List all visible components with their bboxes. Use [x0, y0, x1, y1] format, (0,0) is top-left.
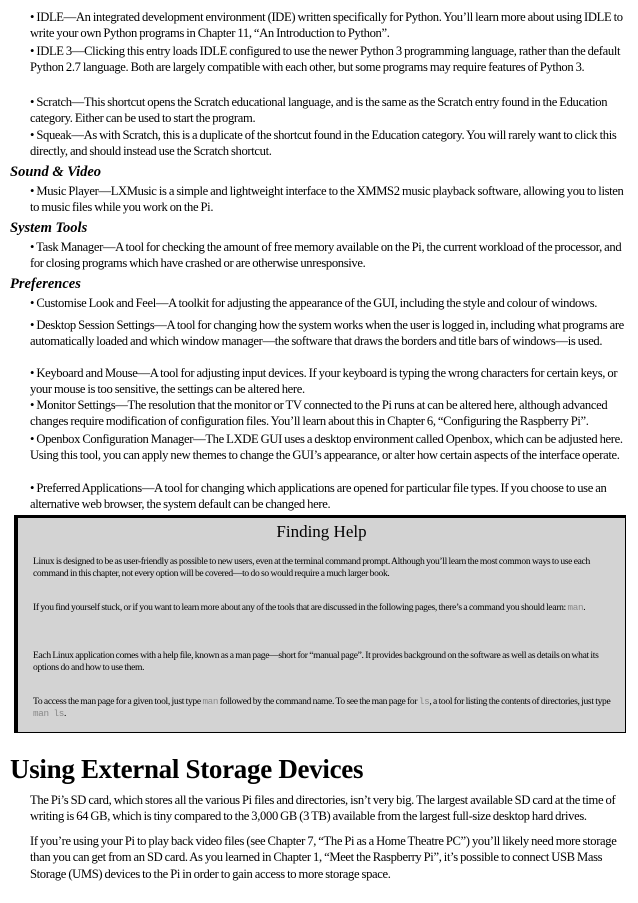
list-item-idle: • IDLE—An integrated development environment (IDE) written specifically for Python. You’ll learn more about using IDLE to write your own Python programs in Chapter 11, “An Introduction to Python”. — [30, 10, 623, 41]
body-paragraph: The Pi’s SD card, which stores all the various Pi files and directories, isn’t very big. The largest available SD card at the time of writing is 64 GB, which is tiny compared to the 3,000 GB (3 TB) available from the largest full-size desktop hard drives. — [30, 793, 616, 824]
sidebar-text: To access the man page for a given tool, just type — [33, 696, 203, 707]
sidebar-paragraph: Each Linux application comes with a help file, known as a man page—short for “manual page”. It provides background on the software as well as details on what its options do and how to use them. — [33, 650, 599, 674]
list-item-desktop-session: • Desktop Session Settings—A tool for changing how the system works when the user is logged in, including what programs are automatically loaded and which window manager—the software that draws the borders and title bars of windows—is used. — [30, 318, 624, 349]
code-man: man — [567, 602, 584, 613]
chapter-heading: Using External Storage Devices — [10, 754, 364, 784]
list-item-keyboard-mouse: • Keyboard and Mouse—A tool for adjusting input devices. If your keyboard is typing the wrong characters for certain keys, or your mouse is too sensitive, the settings can be altered here. — [30, 366, 618, 397]
list-item-squeak: • Squeak—As with Scratch, this is a duplicate of the shortcut found in the Education category. You will rarely want to click this directly, and should instead use the Scratch shortcut. — [30, 128, 617, 159]
list-item-music-player: • Music Player—LXMusic is a simple and lightweight interface to the XMMS2 music playback software, allowing you to listen to music files while you work on the Pi. — [30, 184, 624, 215]
sidebar-text: If you find yourself stuck, or if you want to learn more about any of the tools that are discussed in the following pages, there’s a command you should learn: — [33, 602, 566, 613]
sidebar-text: . — [583, 602, 586, 613]
list-item-task-manager: • Task Manager—A tool for checking the amount of free memory available on the Pi, the current workload of the processor, and for closing programs which have crashed or are otherwise unresponsive. — [30, 240, 622, 271]
finding-help-sidebar — [14, 515, 626, 733]
body-paragraph: If you’re using your Pi to play back video files (see Chapter 7, “The Pi as a Home Theatre PC”) you’ll likely need more storage than you can get from an SD card. As you learned in Chapter 1, “Meet the Raspberry Pi”, it’s possible to connect USB Mass Storage (UMS) devices to the Pi in order to gain access to more storage space. — [30, 834, 617, 881]
code-ls: ls — [418, 696, 430, 707]
section-heading-system-tools: System Tools — [10, 220, 88, 236]
sidebar-text: followed by the command name. To see the man page for — [218, 696, 419, 707]
sidebar-paragraph — [33, 602, 618, 614]
section-heading-sound-video: Sound & Video — [10, 164, 102, 180]
sidebar-paragraph — [33, 696, 618, 721]
sidebar-paragraph: Linux is designed to be as user-friendly as possible to new users, even at the terminal command prompt. Although you’ll learn the most common ways to use each command in this chapter, not every option will be covered—to do so would require a much larger book. — [33, 556, 590, 580]
list-item-preferred-apps: • Preferred Applications—A tool for changing which applications are opened for particular file types. If you choose to use an alternative web browser, the system default can be changed here. — [30, 481, 607, 512]
list-item-monitor-settings: • Monitor Settings—The resolution that the monitor or TV connected to the Pi runs at can be altered here, although advanced changes require modification of configuration files. You’ll learn about this in Chapter 6, “Configuring the Raspberry Pi”. — [30, 398, 608, 429]
section-heading-preferences: Preferences — [10, 276, 81, 292]
sidebar-title: Finding Help — [276, 522, 367, 541]
list-item-look-and-feel: • Customise Look and Feel—A toolkit for adjusting the appearance of the GUI, including the style and colour of windows. — [30, 296, 598, 310]
list-item-openbox: • Openbox Configuration Manager—The LXDE GUI uses a desktop environment called Openbox, which can be adjusted here. Using this tool, you can apply new themes to change the GUI’s appearance, or alter how certain aspects of the interface operate. — [30, 432, 623, 463]
sidebar-text: , a tool for listing the contents of directories, just type — [429, 696, 611, 707]
sidebar-text: . — [63, 708, 67, 720]
list-item-scratch: • Scratch—This shortcut opens the Scratch educational language, and is the same as the Scratch entry found in the Education category. Either can be used to start the program. — [30, 95, 608, 126]
code-man: man — [202, 696, 219, 707]
list-item-idle3: • IDLE 3—Clicking this entry loads IDLE configured to use the newer Python 3 programming language, rather than the default Python 2.7 language. Both are largely compatible with each other, but some programs may require features of Python 3. — [30, 44, 621, 75]
code-man-ls: man ls — [33, 708, 64, 720]
